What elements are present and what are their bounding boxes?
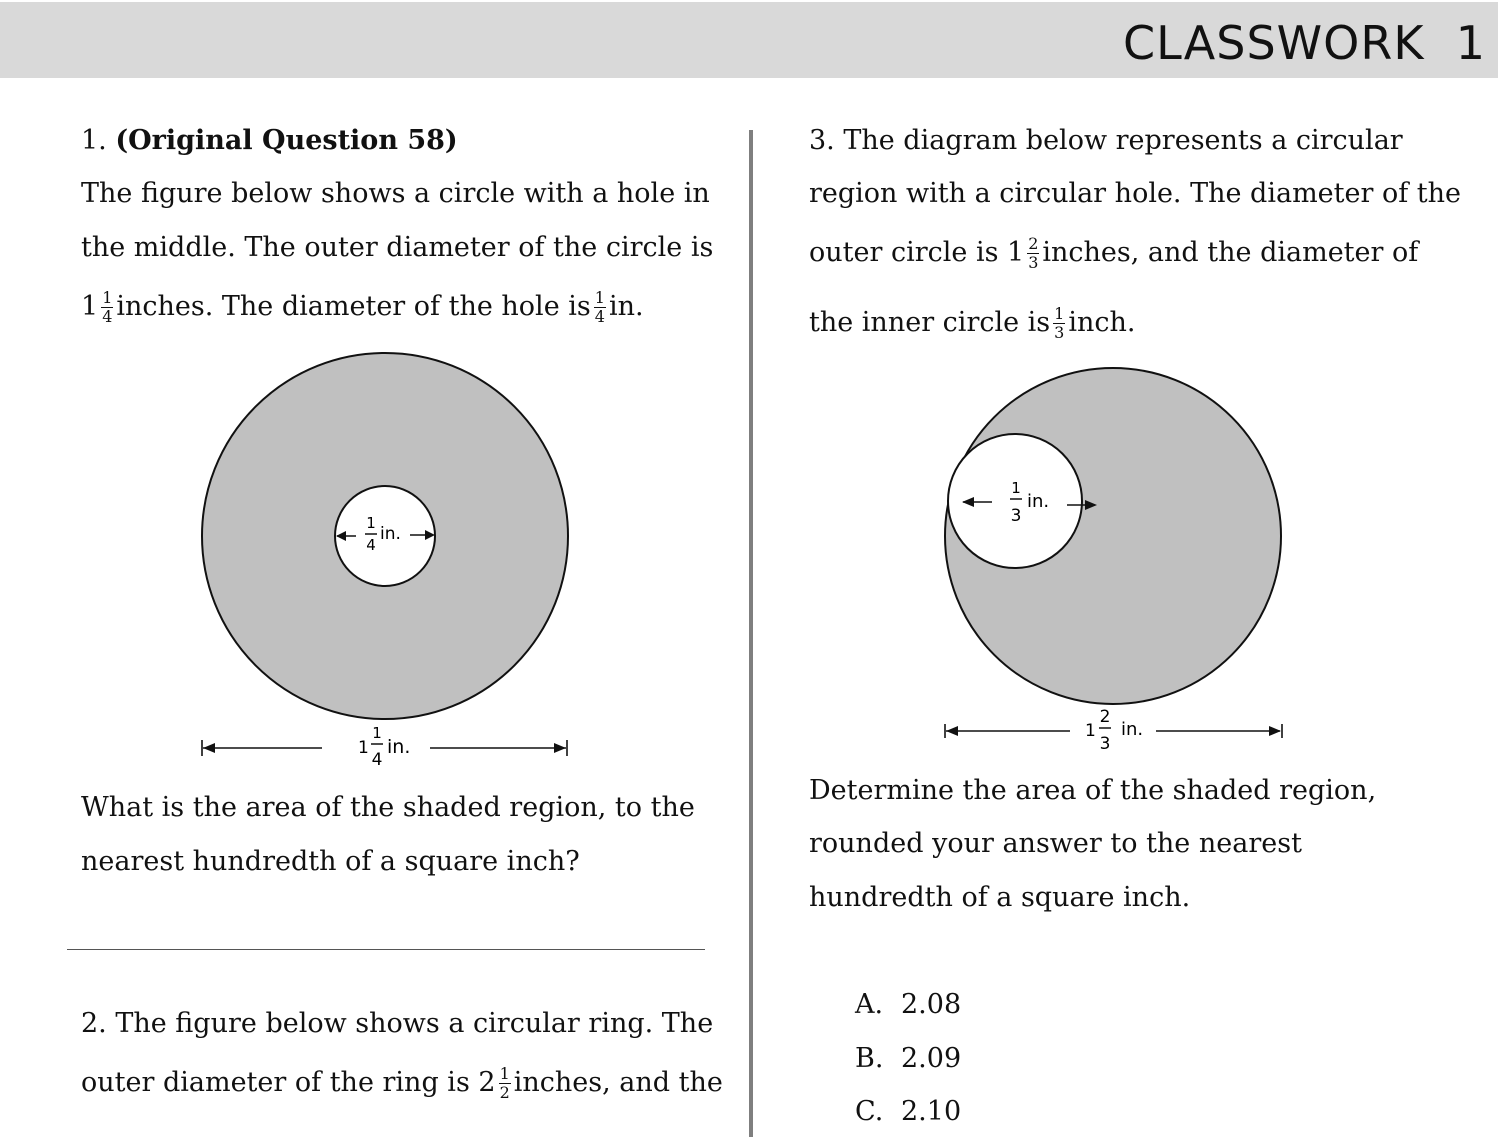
q3-inner-fraction [1053, 306, 1065, 341]
q2-text-line2 [81, 1066, 723, 1101]
fraction-numerator: 1 [499, 1064, 510, 1083]
fraction-denominator: 4 [594, 307, 605, 326]
inner-fraction-denominator: 4 [366, 536, 376, 554]
outer-fraction-numerator: 2 [1099, 707, 1111, 727]
q3-text-line1: 3. The diagram below represents a circular [809, 125, 1403, 156]
q2-fraction [499, 1066, 511, 1101]
outer-fraction-denominator: 4 [371, 750, 383, 770]
q2-line2-suffix: inches, and the [513, 1067, 723, 1098]
inner-fraction-numerator: 1 [366, 514, 376, 532]
q3-line3-suffix: inches, and the diameter of [1042, 237, 1419, 268]
header-bar [0, 2, 1498, 78]
inner-unit-label: in. [1027, 491, 1050, 512]
question-divider [67, 949, 705, 950]
q1-mid-text: inches. The diameter of the hole is [116, 291, 591, 322]
q1-hole-fraction [594, 290, 606, 325]
choice-letter: B. [855, 1043, 884, 1074]
q3-line3-prefix: outer circle is 1 [809, 237, 1025, 268]
arrow-left-icon [203, 743, 215, 753]
fraction-denominator: 3 [1028, 253, 1039, 272]
fraction-denominator: 3 [1054, 323, 1065, 342]
outer-whole: 1 [358, 738, 369, 758]
q1-text-line3 [81, 290, 644, 325]
inner-fraction-denominator: 3 [1010, 506, 1022, 526]
q1-outer-fraction [101, 290, 113, 325]
fraction-numerator: 1 [1054, 304, 1065, 323]
fraction-numerator: 1 [594, 288, 605, 307]
choice-value: 2.10 [901, 1096, 962, 1127]
q3-question-line2: rounded your answer to the nearest [809, 828, 1302, 859]
q1-whole: 1 [81, 291, 99, 322]
column-divider [749, 130, 753, 1137]
q3-text-line4 [809, 306, 1135, 341]
q1-text-line1: The figure below shows a circle with a hole in [81, 178, 710, 209]
q3-question-line3: hundredth of a square inch. [809, 882, 1191, 913]
q1-ring-diagram [190, 340, 590, 780]
fraction-denominator: 2 [499, 1083, 510, 1102]
q1-heading [81, 124, 458, 158]
choice-value: 2.08 [901, 989, 962, 1020]
outer-whole: 1 [1085, 721, 1096, 741]
q1-question-line1: What is the area of the shaded region, to the [81, 792, 695, 823]
q3-outer-fraction [1027, 236, 1039, 271]
q1-end-text: in. [608, 291, 644, 322]
outer-fraction-numerator: 1 [372, 724, 382, 742]
arrow-right-icon [1269, 726, 1281, 736]
q3-circle-diagram [930, 360, 1300, 760]
inner-fraction-numerator: 1 [1011, 479, 1021, 497]
choice-b[interactable] [855, 1042, 961, 1076]
fraction-denominator: 4 [102, 307, 113, 326]
arrow-right-icon [554, 743, 566, 753]
choice-letter: C. [855, 1096, 884, 1127]
outer-unit-label: in. [1121, 719, 1144, 740]
fraction-numerator: 2 [1028, 234, 1039, 253]
choice-letter: A. [855, 989, 884, 1020]
choice-value: 2.09 [901, 1043, 962, 1074]
fraction-numerator: 1 [102, 288, 113, 307]
q3-question-line1: Determine the area of the shaded region, [809, 775, 1377, 806]
arrow-left-icon [946, 726, 958, 736]
page-title: CLASSWORK 1 [1123, 16, 1486, 70]
q2-text-line1: 2. The figure below shows a circular ring. The [81, 1008, 714, 1039]
q3-text-line2: region with a circular hole. The diameter of the [809, 178, 1462, 209]
q3-text-line3 [809, 236, 1418, 271]
choice-a[interactable] [855, 988, 961, 1022]
q1-title: (Original Question 58) [115, 125, 458, 156]
q1-text-line2: the middle. The outer diameter of the circle is [81, 232, 714, 263]
q1-number: 1. [81, 125, 107, 156]
q2-line2-prefix: outer diameter of the ring is 2 [81, 1067, 496, 1098]
outer-unit-label: in. [387, 736, 411, 758]
outer-fraction-denominator: 3 [1099, 734, 1111, 754]
inner-unit-label: in. [380, 524, 401, 544]
q3-line4-suffix: inch. [1068, 307, 1136, 338]
q3-line4-prefix: the inner circle is [809, 307, 1051, 338]
q1-question-line2: nearest hundredth of a square inch? [81, 846, 580, 877]
choice-c[interactable] [855, 1095, 961, 1129]
